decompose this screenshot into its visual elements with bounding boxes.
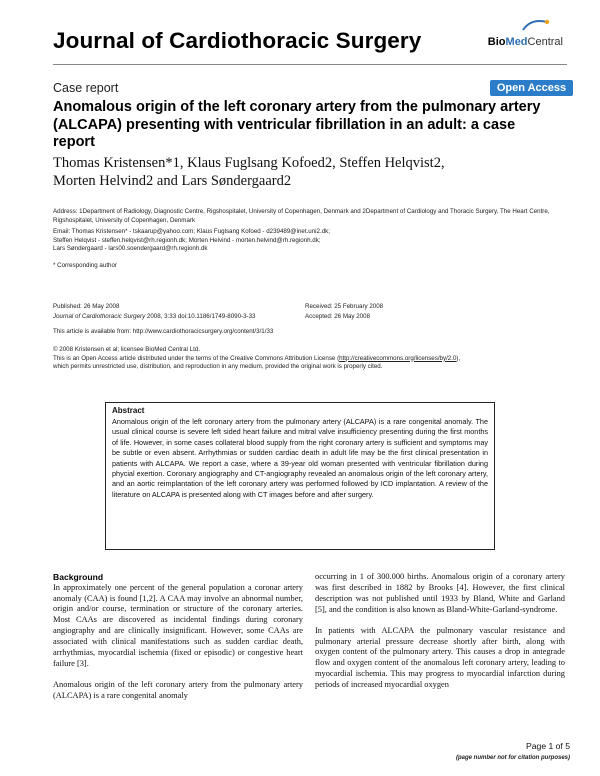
copyright-notice	[53, 346, 565, 372]
header-divider	[53, 64, 567, 65]
journal-header	[53, 28, 563, 62]
biomed-logo-central: Central	[527, 36, 563, 48]
body-paragraph: In patients with ALCAPA the pulmonary vascular resistance and pulmonary arterial pressure decrease shortly after birth, along with oxygen content of the pulmonary artery. This causes a drop in antegrade flow and oxygen content of the anomalous left coronary artery, leading to myocardial ischemia. This may progress to myocardial infarction during periods of increased myocardial oxygen	[315, 625, 565, 690]
body-column-right	[315, 572, 565, 701]
email-line-3: Lars Søndergaard - lars00.soendergaard@rh.regionh.dk	[53, 245, 208, 253]
email-line-2: Steffen Helqvist - steffen.helqvist@rh.regionh.dk; Morten Helvind - morten.helvind@rh.regionh.dk;	[53, 236, 321, 244]
copyright-line-2	[53, 355, 565, 364]
citation	[53, 312, 303, 322]
body-paragraph: occurring in 1 of 300.000 births. Anomalous origin of a coronary artery was first described in 1882 by Brooks [4]. However, the first clinical description was not published until 1933 by Bland, White and Garland [5], and the condition is also known as Bland-White-Garland-syndrome.	[315, 572, 565, 614]
received-date: Received: 25 February 2008	[305, 303, 384, 310]
abstract-heading: Abstract	[112, 406, 145, 415]
page-number-note: (page number not for citation purposes)	[455, 755, 570, 761]
biomed-central-logo	[488, 36, 563, 48]
biomed-logo-med: Med	[505, 36, 528, 48]
article-url[interactable]: This article is available from: http://www.cardiothoracicsurgery.org/content/3/1/33	[53, 328, 274, 335]
authors-line-2: Morten Helvind2 and Lars Søndergaard2	[53, 173, 292, 189]
publication-info	[53, 302, 303, 322]
biomed-logo-bio: Bio	[487, 36, 506, 48]
page-number: Page 1 of 5	[526, 741, 570, 751]
license-text-end: ),	[456, 354, 461, 362]
background-heading: Background	[53, 572, 104, 582]
published-date: Published: 26 May 2008	[53, 303, 120, 310]
author-list	[53, 154, 553, 190]
biomed-logo-icon	[521, 18, 551, 32]
citation-details: 2008, 3:33 doi:10.1186/1749-8090-3-33	[145, 313, 256, 321]
corresponding-author-note: * Corresponding author	[53, 262, 117, 269]
email-line-1: Email: Thomas Kristensen* - tskaarup@yahoo.com; Klaus Fuglsang Kofoed - d239489@inet.uni2.dk;	[53, 228, 330, 235]
journal-title: Journal of Cardiothoracic Surgery	[53, 28, 422, 53]
license-link[interactable]: http://creativecommons.org/licenses/by/2.0	[339, 354, 457, 362]
affiliation-address: Address: 1Department of Radiology, Diagnostic Centre, Rigshospitalet, University of Copenhagen, Denmark and 2Department of Cardiology and Thoracic Surgery, The Heart Centre, Rigshospitalet, University of Copenhagen, Denmark	[53, 208, 550, 224]
citation-journal: Journal of Cardiothoracic Surgery	[53, 313, 146, 321]
author-emails	[53, 228, 565, 254]
abstract-text: Anomalous origin of the left coronary artery from the pulmonary artery (ALCAPA) is a rare congenital anomaly. The usual clinical course is severe left sided heart failure and mitral valve insufficiency presenting during the first months of life. However, in some cases collateral blood supply from the right coronary artery is sufficient and symptoms may be subtle or even absent. Arrhythmias or sudden cardiac death in adult life may be the first clinical presentation in patients with ALCAPA. We report a case, where a 39-year old woman presented with ventricular fibrillation during phycial exertion. Coronary angiography and CT-angiography revealed an anomalous origin of the left coronary artery, and an aortic reimplantation of the left coronary artery was performed followed by ICD implantation. A review of the literature on ALCAPA is presented along with CT images before and after surgery.	[112, 417, 488, 499]
copyright-line-1: © 2008 Kristensen et al; licensee BioMed Central Ltd.	[53, 346, 200, 353]
license-text: This is an Open Access article distributed under the terms of the Creative Commons Attribution License (	[53, 354, 340, 362]
authors-line-1: Thomas Kristensen*1, Klaus Fuglsang Kofoed2, Steffen Helqvist2,	[53, 155, 445, 171]
abstract-box	[105, 402, 495, 550]
open-access-badge: Open Access	[490, 80, 573, 96]
article-title: Anomalous origin of the left coronary artery from the pulmonary artery (ALCAPA) presenting with ventricular fibrillation in an adult: a case report	[53, 99, 541, 150]
article-type: Case report	[53, 81, 119, 95]
body-column-left	[53, 572, 303, 712]
received-accepted	[305, 302, 505, 322]
body-paragraph: In approximately one percent of the general population a coronar artery anomaly (CAA) is found [1,2]. A CAA may involve an abnormal number, origin and/or course, termination or structure of the coronary arteries. Most CAAs are discovered as incidental findings during coronary angiography and are clinically insignificant. However, some CAAs are associated with clinical manifestations such as sudden cardiac death, arrhythmias, myocardial ischemia (fixed or episodic) or congestive heart failure [3].	[53, 582, 303, 668]
accepted-date: Accepted: 26 May 2008	[305, 313, 371, 321]
copyright-line-3: which permits unrestricted use, distribution, and reproduction in any medium, provided the original work is properly cited.	[53, 363, 383, 371]
body-paragraph: Anomalous origin of the left coronary artery from the pulmonary artery (ALCAPA) is a rare congenital anomaly	[53, 679, 303, 700]
